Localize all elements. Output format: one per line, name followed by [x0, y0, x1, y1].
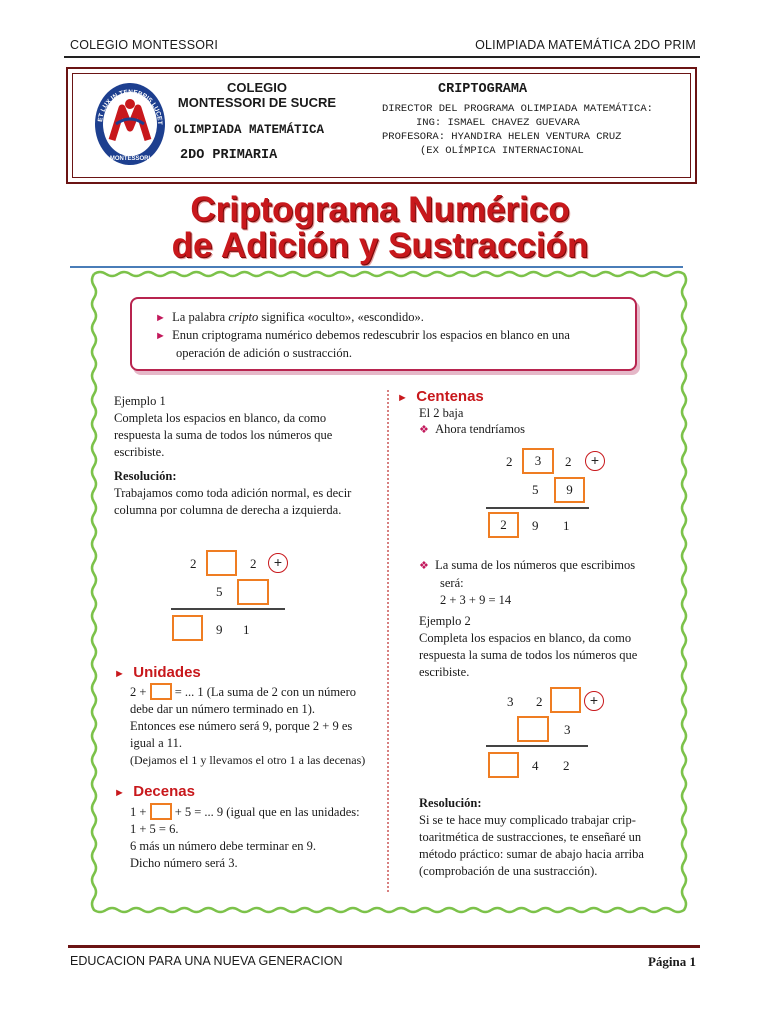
diamond-bullet-icon: ❖ — [419, 424, 429, 436]
arrow-bullet-icon: ► — [114, 787, 125, 799]
tens-heading: Decenas — [133, 783, 195, 800]
svg-text:MONTESSORI: MONTESSORI — [109, 156, 151, 162]
hundreds-text-l2: Ahora tendríamos — [435, 422, 526, 436]
footer-rule — [68, 945, 700, 948]
hundreds-text-l1: El 2 baja — [419, 406, 464, 420]
op1-solved-box: 3 — [522, 448, 554, 474]
header-rule — [64, 56, 700, 58]
example2-text-l1: Completa los espacios en blanco, da como — [419, 631, 632, 645]
op1-solved-digit: 2 — [565, 454, 572, 469]
op1-solved-digit: 1 — [563, 518, 570, 533]
plus-sign: + — [584, 691, 604, 711]
units-text-l2: debe dar un número terminado en 1). — [130, 702, 316, 716]
school-name-line1: COLEGIO — [227, 80, 287, 95]
op2-blank-box[interactable] — [550, 687, 581, 713]
arrow-bullet-icon: ► — [155, 330, 166, 342]
arrow-bullet-icon: ► — [114, 668, 125, 680]
op2-sum-line — [486, 745, 588, 747]
resolution-text-l2: columna por columna de derecha a izquierda. — [114, 503, 342, 517]
tens-text-l3: 6 más un número debe terminar en 9. — [130, 839, 317, 853]
tens-text-l4: Dicho número será 3. — [130, 856, 238, 870]
footer-left: EDUCACION PARA UNA NUEVA GENERACION — [70, 954, 343, 968]
page-number: Página 1 — [647, 954, 696, 969]
op2-digit: 3 — [564, 722, 571, 737]
units-text-post: = ... 1 (La suma de 2 con un número — [171, 685, 356, 699]
example2-text-l2: respuesta la suma de todos los números que — [419, 648, 638, 662]
arrow-bullet-icon: ► — [155, 312, 166, 324]
example1-text-l2: respuesta la suma de todos los números que — [114, 428, 333, 442]
op1-solved-digit: 9 — [532, 518, 539, 533]
op1-digit: 5 — [216, 584, 223, 599]
director-label: DIRECTOR DEL PROGRAMA OLIMPIADA MATEMÁTICA: — [382, 103, 653, 115]
op1-blank-box[interactable] — [172, 615, 203, 641]
op2-blank-box[interactable] — [517, 716, 549, 742]
op2-digit: 2 — [563, 758, 570, 773]
resolution-heading: Resolución: — [114, 469, 177, 483]
program-name: OLIMPIADA MATEMÁTICA — [174, 123, 325, 137]
op1-blank-box[interactable] — [237, 579, 269, 605]
teacher-note: (EX OLÍMPICA INTERNACIONAL — [420, 145, 584, 157]
main-title-line1: Criptograma Numérico — [190, 190, 570, 229]
example2-title: Ejemplo 2 — [419, 614, 471, 628]
op2-digit: 4 — [532, 758, 539, 773]
example1-text-l3: escribiste. — [114, 445, 165, 459]
main-title-line2: de Adición y Sustracción — [171, 226, 589, 265]
running-header-right: OLIMPIADA MATEMÁTICA 2DO PRIM — [475, 38, 696, 52]
units-heading: Unidades — [133, 664, 201, 681]
op1-digit: 9 — [216, 622, 223, 637]
note-bullet1-pre: La palabra — [172, 310, 229, 324]
example1-title: Ejemplo 1 — [114, 394, 166, 408]
units-blank-box[interactable] — [150, 683, 172, 700]
grade-label: 2DO PRIMARIA — [180, 148, 278, 163]
tens-text-post: + 5 = ... 9 (igual que en las unidades: — [171, 805, 360, 819]
resolution2-text-l3: método práctico: sumar de abajo hacia arriba — [419, 847, 644, 861]
op1-sum-line — [171, 608, 285, 610]
units-text-pre: 2 + — [130, 685, 150, 699]
resolution2-text-l2: toaritmética de sustracciones, te enseñaré un — [419, 830, 642, 844]
resolution2-heading: Resolución: — [419, 796, 482, 810]
op2-digit: 2 — [536, 694, 543, 709]
director-name: ING: ISMAEL CHAVEZ GUEVARA — [416, 117, 580, 129]
op1-solved-sum-line — [486, 507, 589, 509]
diamond-bullet-icon: ❖ — [419, 560, 429, 572]
sum-text-l2: será: — [440, 576, 464, 590]
example1-text-l1: Completa los espacios en blanco, da como — [114, 411, 327, 425]
note-bullet2-line1: Enun criptograma numérico debemos redescubrir los espacios en blanco en una — [172, 328, 570, 342]
example2-text-l3: escribiste. — [419, 665, 470, 679]
resolution2-text-l4: (comprobación de una sustracción). — [419, 864, 598, 878]
units-text-l4: igual a 11. — [130, 736, 182, 750]
op1-solved-box: 9 — [554, 477, 585, 503]
op1-blank-box[interactable] — [206, 550, 237, 576]
hundreds-heading: Centenas — [416, 388, 484, 405]
note-bullet1-em: cripto — [228, 310, 259, 324]
section-title: CRIPTOGRAMA — [438, 82, 528, 97]
plus-sign: + — [585, 451, 605, 471]
running-header-left: COLEGIO MONTESSORI — [70, 38, 219, 52]
op1-digit: 1 — [243, 622, 250, 637]
plus-sign: + — [268, 553, 288, 573]
teacher-name: PROFESORA: HYANDIRA HELEN VENTURA CRUZ — [382, 131, 622, 143]
op1-solved-digit: 5 — [532, 482, 539, 497]
column-divider — [387, 390, 389, 892]
tens-text-l2: 1 + 5 = 6. — [130, 822, 179, 836]
school-name-line2: MONTESSORI DE SUCRE — [177, 95, 337, 110]
op1-digit: 2 — [250, 556, 257, 571]
note-bullet1-post: significa «oculto», «escondido». — [258, 310, 424, 324]
tens-blank-box[interactable] — [150, 803, 172, 820]
note-bullet2-line2: operación de adición o sustracción. — [176, 346, 352, 360]
arrow-bullet-icon: ► — [397, 392, 408, 404]
op1-digit: 2 — [190, 556, 197, 571]
op1-solved-box: 2 — [488, 512, 519, 538]
sum-text-l3: 2 + 3 + 9 = 14 — [440, 593, 512, 607]
tens-text-pre: 1 + — [130, 805, 150, 819]
svg-text:ET LUX IN TENEBRIS LUCET: ET LUX IN TENEBRIS LUCET — [97, 88, 164, 125]
op2-blank-box[interactable] — [488, 752, 519, 778]
resolution2-text-l1: Si se te hace muy complicado trabajar crip- — [419, 813, 636, 827]
school-crest-icon — [92, 78, 168, 168]
sum-text-l1: La suma de los números que escribimos — [435, 558, 636, 572]
units-text-l3: Entonces ese número será 9, porque 2 + 9 es — [130, 719, 353, 733]
resolution-text-l1: Trabajamos como toda adición normal, es decir — [114, 486, 352, 500]
units-text-l5: (Dejamos el 1 y llevamos el otro 1 a las decenas) — [130, 753, 366, 767]
op2-digit: 3 — [507, 694, 514, 709]
op1-solved-digit: 2 — [506, 454, 513, 469]
